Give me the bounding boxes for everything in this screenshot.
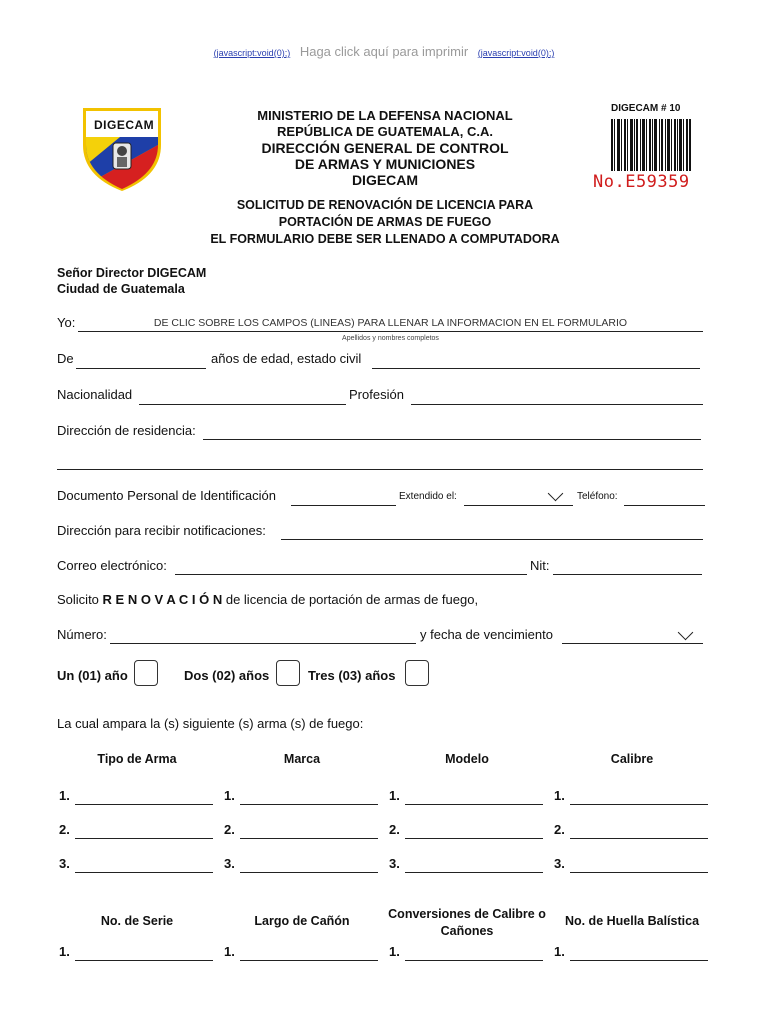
void-link-left[interactable]: (javascript:void(0);): [213, 48, 291, 58]
row-number: 2.: [389, 822, 400, 837]
row-number: 2.: [554, 822, 565, 837]
row-number: 3.: [224, 856, 235, 871]
telefono-field[interactable]: [624, 505, 705, 506]
col-calibre: Calibre: [610, 752, 654, 766]
col-conversiones: Conversiones de Calibre o Cañones: [388, 907, 546, 938]
header-line-4: DE ARMAS Y MUNICIONES: [294, 156, 476, 172]
col-largo-de-canon: Largo de Cañón: [254, 914, 350, 928]
dpi-label: Documento Personal de Identificación: [57, 488, 276, 503]
edad-field[interactable]: [76, 368, 206, 369]
residencia-field[interactable]: [203, 439, 701, 440]
modelo-field-2[interactable]: [405, 838, 543, 839]
nacionalidad-label: Nacionalidad: [57, 387, 133, 402]
yo-field[interactable]: [78, 331, 703, 332]
print-link[interactable]: Haga click aquí para imprimir: [299, 44, 469, 59]
tipo-arma-field-3[interactable]: [75, 872, 213, 873]
nit-field[interactable]: [553, 574, 702, 575]
calibre-field-1[interactable]: [570, 804, 708, 805]
addressee-line-1: Señor Director DIGECAM: [57, 266, 207, 280]
row-number: 1.: [224, 944, 235, 959]
marca-field-3[interactable]: [240, 872, 378, 873]
row-number: 1.: [224, 788, 235, 803]
duration-2-checkbox[interactable]: [276, 660, 300, 686]
row-number: 3.: [59, 856, 70, 871]
marca-field-2[interactable]: [240, 838, 378, 839]
weapons-intro: La cual ampara la (s) siguiente (s) arma (s) de fuego:: [57, 716, 364, 731]
form-title: [160, 197, 610, 248]
logo-text: DIGECAM: [94, 118, 155, 132]
modelo-field-1[interactable]: [405, 804, 543, 805]
modelo-field-3[interactable]: [405, 872, 543, 873]
notificaciones-field[interactable]: [281, 539, 703, 540]
title-line-2: PORTACIÓN DE ARMAS DE FUEGO: [278, 215, 492, 229]
residencia-label: Dirección de residencia:: [57, 423, 196, 438]
void-link-right[interactable]: (javascript:void(0);): [477, 48, 555, 58]
calibre-field-2[interactable]: [570, 838, 708, 839]
row-number: 2.: [224, 822, 235, 837]
title-line-1: SOLICITUD DE RENOVACIÓN DE LICENCIA PARA: [236, 198, 534, 212]
tipo-arma-field-1[interactable]: [75, 804, 213, 805]
dpi-field[interactable]: [291, 505, 396, 506]
duration-1-checkbox[interactable]: [134, 660, 158, 686]
yo-sublabel: Apellidos y nombres completos: [342, 335, 439, 342]
marca-field-1[interactable]: [240, 804, 378, 805]
conversiones-field-1[interactable]: [405, 960, 543, 961]
numero-label: Número:: [57, 627, 107, 642]
vencimiento-dropdown-icon[interactable]: [678, 625, 694, 641]
vencimiento-label: y fecha de vencimiento: [420, 627, 553, 642]
form-code: DIGECAM # 10: [611, 103, 681, 114]
row-number: 2.: [59, 822, 70, 837]
col-no-de-serie: No. de Serie: [100, 914, 174, 928]
row-number: 1.: [59, 944, 70, 959]
row-number: 1.: [389, 944, 400, 959]
col-huella-balistica: No. de Huella Balística: [564, 914, 700, 928]
yo-hint: DE CLIC SOBRE LOS CAMPOS (LINEAS) PARA LLENAR LA INFORMACION EN EL FORMULARIO: [153, 317, 628, 329]
ministry-header: [200, 108, 570, 188]
row-number: 3.: [389, 856, 400, 871]
header-line-5: DIGECAM: [351, 172, 419, 188]
col-tipo-de-arma: Tipo de Arma: [97, 752, 177, 766]
addressee-line-2: Ciudad de Guatemala: [57, 282, 185, 296]
col-marca: Marca: [283, 752, 321, 766]
solicito-text: [57, 592, 478, 607]
residencia-field-2[interactable]: [57, 469, 703, 470]
extendido-label: Extendido el:: [399, 491, 457, 502]
largo-canon-field-1[interactable]: [240, 960, 378, 961]
huella-field-1[interactable]: [570, 960, 708, 961]
numero-field[interactable]: [110, 643, 416, 644]
profesion-field[interactable]: [411, 404, 703, 405]
calibre-field-3[interactable]: [570, 872, 708, 873]
row-number: 1.: [554, 944, 565, 959]
title-line-3: EL FORMULARIO DEBE SER LLENADO A COMPUTADORA: [210, 232, 560, 246]
row-number: 1.: [554, 788, 565, 803]
edad-label: años de edad, estado civil: [211, 351, 362, 366]
duration-3-label: Tres (03) años: [308, 668, 396, 683]
solicito-renovacion: R E N O V A C I Ó N: [102, 592, 223, 607]
solicito-post: de licencia de portación de armas de fuego,: [225, 592, 479, 607]
estado-civil-field[interactable]: [372, 368, 700, 369]
row-number: 1.: [59, 788, 70, 803]
serial-number: No.E59359: [593, 172, 690, 192]
de-label: De: [57, 351, 74, 366]
header-line-1: MINISTERIO DE LA DEFENSA NACIONAL: [257, 108, 513, 123]
telefono-label: Teléfono:: [577, 491, 618, 502]
correo-field[interactable]: [175, 574, 527, 575]
correo-label: Correo electrónico:: [57, 558, 167, 573]
extendido-dropdown-icon[interactable]: [548, 486, 564, 502]
row-number: 1.: [389, 788, 400, 803]
nacionalidad-field[interactable]: [139, 404, 346, 405]
col-modelo: Modelo: [445, 752, 489, 766]
row-number: 3.: [554, 856, 565, 871]
print-bar: [0, 44, 768, 59]
serie-field-1[interactable]: [75, 960, 213, 961]
duration-3-checkbox[interactable]: [405, 660, 429, 686]
duration-2-label: Dos (02) años: [184, 668, 270, 683]
vencimiento-field[interactable]: [562, 643, 703, 644]
header-line-2: REPÚBLICA DE GUATEMALA, C.A.: [277, 124, 493, 139]
nit-label: Nit:: [530, 558, 550, 573]
solicito-pre: Solicito: [57, 592, 99, 607]
barcode-icon: [611, 119, 691, 171]
duration-1-label: Un (01) año: [57, 668, 128, 683]
yo-label: Yo:: [57, 315, 76, 330]
tipo-arma-field-2[interactable]: [75, 838, 213, 839]
notificaciones-label: Dirección para recibir notificaciones:: [57, 523, 266, 538]
logo-emblem: [113, 143, 131, 169]
extendido-field[interactable]: [464, 505, 573, 506]
header-line-3: DIRECCIÓN GENERAL DE CONTROL: [261, 140, 509, 156]
addressee: [57, 265, 206, 297]
profesion-label: Profesión: [349, 387, 404, 402]
